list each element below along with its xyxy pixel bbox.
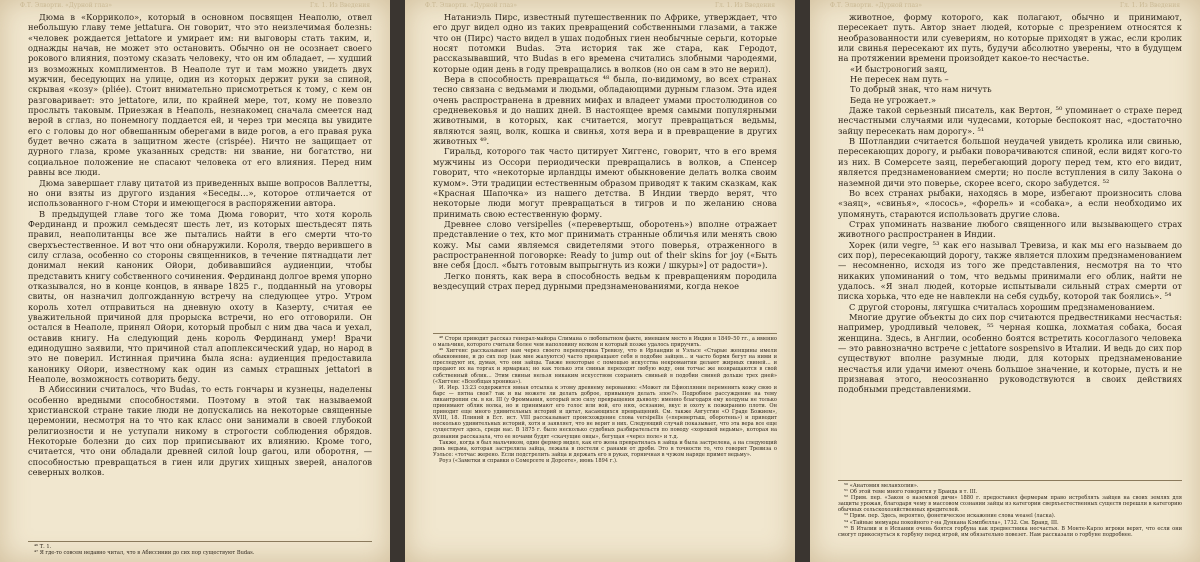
paragraph: В Абиссинии считалось, что Budas, то есть гончары и кузнецы, наделены особенно вредными способностями. Поэтому в этой так называемой христианской стране такие люди не допускались на некоторые священные церемонии, несмотря на то что как класс они занимали в своей глубокой религиозности и не уступали никому в строгости соблюдения обрядов. Некоторые болезни до сих пор приписывают их влиянию. Кроме того, считается, что они обладали древней силой loup garou, или оборотня, — способностью превращаться в гиен или других хищных зверей, аналогов северных волков. bbox=[28, 384, 372, 478]
page-middle bbox=[405, 0, 795, 562]
paragraph: С другой стороны, лягушка считалась хорошим предзнаменованием. bbox=[849, 301, 1155, 312]
paragraph: Многие другие объекты до сих пор считаются предвестниками несчастья: например, уродливый человек, ⁵⁵ черная кошка, лохматая собака, босая женщина. Здесь, в Англии, особенно боятся встретить косоглазого человека — это равнозначно встрече с jettatore sospensivo в Италии. И ведь до сих пор существуют вполне разумные люди, для которых предзнаменование несчастья или удачи имеют очень большое значение, и которые, пусть и не признавая этого, неосознанно руководствуются в своих действиях подобными представлениями. bbox=[838, 311, 1182, 395]
page-body bbox=[433, 12, 777, 330]
footnotes bbox=[433, 333, 777, 560]
footnotes bbox=[838, 480, 1182, 560]
paragraph: животное, форму которого, как полагают, обычно и принимают, пересекает путь. Автор знает людей, которые с презрением относятся к необразованности или суевериям, но которые приходят в ужас, если кролик или свинья пересекают их путь, будучи абсолютно уверены, что в будущем на протяжении времени произойдет какое-то несчастье. bbox=[838, 12, 1182, 64]
poem-line: Беда не угрожает.» bbox=[850, 94, 937, 105]
paragraph: Гиральд, которого так часто цитирует Хиггенс, говорит, что в его время мужчины из Оссори периодически превращались в волков, а Спенсер говорит, что «некоторые ирландцы имеют обыкновение делать волка своим кумом». Эти традиции естественным образом приводят к таким сказкам, как «Красная Шапочка» из нашего детства. В Индии твердо верят, что некоторые люди могут превращаться в тигров и по желанию снова принимать свою естественную форму. bbox=[433, 146, 777, 219]
paragraph: Натаниэль Пирс, известный путешественник по Африке, утверждает, что его друг видел одно из таких превращений собственными глазами, а также что он (Пирс) часто видел в ушах подобных гиен необычные серьги, которые носят потомки Budas. Эта история так же стара, как Геродот, рассказывавший, что Budas в его времена считались злобными чародеями, которые один день в году превращались в волков (но он сам в это не верил). bbox=[433, 12, 777, 74]
paragraph: В предыдущей главе того же тома Дюма говорит, что хотя король Фердинанд и прожил семьдесят шесть лет, из которых шестьдесят пять правил, неаполитанцы все же пытались найти в его смерти что-то сверхъестественное. И вот что они обнаружили. Короля, твердо верившего в силу сглаза, особенно со стороны священников, в течение пятнадцати лет донимал некий каноник Ойори, добивавшийся аудиенции, чтобы представить книгу собственного сочинения. Фердинанд долгое время упорно отказывался, но в конце концов, в январе 1825 г., подданный на уговоры свиты, он назначил долгожданную встречу на следующее утро. Утром король хотел отправиться на дневную охоту в Казерту, считая ее уважительной причиной для прорыска встречи, но его отговорили. Он остался в Неаполе, принял Ойори, который пробыл с ним два часа и уехал, оставив книгу. На следующий день король Фердинанд умер! Врачи единодушно заявили, что причиной стал апоплексический удар, но народ в это не поверил. Истинная причина была ясна: аудиенция предоставила канонику Ойори, известному как один из самых страшных jettatori в Неаполе, возможность сотворить беду. bbox=[28, 208, 372, 385]
running-head-right: Гл. 1. Из Введения bbox=[714, 2, 775, 9]
footnote: ⁴⁹ Хиггенс рассказывает нам через своего переводчика Тревизу, что в Ирландии и Уэльсе «Старые женщины имели обыкновение, и до сих пор (как мне жалуются) часто превращают себя в подобие зайцев… и часто бормя бегут на ними и преследуют их, думая, что они зайцы. Также некоторые с помощью искусства некромантии делают жирных свиней… и продают их на торгах и ярмарках; но как только эти свиньи переходят любую воду, они тотчас же возвращаются в свой собственный облик… Этим свиньи нельзя никаким искусством сохранить свиньей в подобии свиней дольше трех дней» («Хиггенс «Всеобщая хроника»). bbox=[433, 348, 777, 385]
footnote: ⁴⁷ Я где-то совсем недавно читал, что в Абиссинии до сих пор существуют Budas. bbox=[34, 550, 255, 557]
paragraph: Хорек (или vegre, ⁵³ как его называл Тревиза, и как мы его называем до сих пор), пересекающий дорогу, также является плохим предзнаменованием — несомненно, исходя из того же представления, несмотря на то что никаких упоминаний о том, что ведьмы принимали его облик, найти не удалось. «Я знал людей, которые испытывали сильный страх смерти от писка хорька, что еде не навлекли на себя судьбу, которой так боялись». ⁵⁴ bbox=[838, 239, 1182, 302]
footnote: ⁴⁸ Стори приводит рассказ генерал-майора Слимана о любопытном факте, имевшем место в Индии в 1849–50 гг., а именно о мальчике, которого считали более чем наполовину волком и который позже удалось приручить. bbox=[433, 336, 777, 349]
paragraph: Даже такой серьезный писатель, как Вертон, ⁵⁰ упоминает о страхе перед несчастными случаями или чудесами, которые беспокоят нас, «достаточно зайцу пересекать нам дорогу». ⁵¹ bbox=[838, 105, 1182, 136]
footnote: ⁵⁵ В Италии и в Испании очень боятся горбуна как предвестника несчастья. В Монте-Карло игроки верят, что если они смогут прикоснуться к горбуну перед игрой, им обязательно повезет. Нам рассказали о горбуне подробнее. bbox=[838, 525, 1182, 538]
paragraph: Вера в способность превращаться ⁴⁸ была, по-видимому, во всех странах тесно связана с ведьмами и людьми, обладающими дурным глазом. Эта идея очень распространена в древних мифах и владеет умами простолюдинов со средневековья и до наших дней. В настоящее время самыми популярными животными, в которых, как считается, могут превращаться ведьмы, являются заяц, волк, кошка и свинья, хотя вера и в превращение в других животных ⁴⁹. bbox=[433, 74, 777, 147]
footnote: ⁴⁶ Т. 1. bbox=[34, 544, 52, 550]
footnote: Роуз («Заметки и справки о Сомерсете и Дорсете», июнь 1894 г.). bbox=[439, 457, 618, 464]
footnote: ⁵⁰ «Анатомия меланхолии». bbox=[844, 483, 919, 489]
footnote: Также, когда я был мальчиком, один фермер видел, как его жена превратилась в зайца и была застрелена, а на следующий день ведьма, которая застрелила зайца, лежала в постели с ранами от дроби. Это в точности то, что говорит Тревиза о Уэльсе: «тотчас жерено. Если подстрелить зайца и держать его в руках, горничная в чужом наряде примет ведьму». bbox=[433, 439, 777, 458]
page-left bbox=[0, 0, 390, 562]
page-right bbox=[810, 0, 1200, 562]
paragraph: Древнее слово versipelles («перевертыш, оборотень») вполне отражает представление о тех, кто мог принимать странные обличья или менять свою кожу. Мы сами являемся свидетелями этого поверья, отраженного в распространенной поговорке: Ready to jump out of their skins for joy («Быть вне себя [досл. «быть готовым выпрыгнуть из кожи / шкуры»] от радости»). bbox=[433, 218, 777, 271]
footnote: И. Иер. 13:23 содержится явная отсылка к этому древнему верованию: «Может ли Ефиоплянин переменить кожу свою и барс — пятна свои? так и вы можете ли делать доброе, привыкнув делать злое?». Подробное рассуждение на тему ликантропии см. в кн. III (у Фроммания, который всю силу превращения дьяволу: именно благодаря ему колдуны не только принимают облик волка, но и принимают его голос или вой, его нюх, осязание, вкус и охоту к пожиранию плоти. Он приводит еще много удивительных историй и цитат, касающихся превращений. См. также Августин «О Граде Божием», XVIII, 18. Плиний в Ест. ист. VIII рассказывает происхождение слова versipellis («перевертыш, оборотень») и приводит несколько удивительных историй, хотя и заявляет, что не верит в них. Следующий случай показывает, что эта вера все еще существует здесь, среди нас. В 1875 г. было несколько судебных разбирательств по поводу «хорошей ведьмы», которая на дознании рассказала, что ее ночами будят «скачущие овцы», бегущая «через поле» и т.д. bbox=[433, 384, 777, 440]
running-head bbox=[405, 2, 795, 9]
running-head bbox=[810, 2, 1200, 9]
paragraph: В Шотландии считается большой неудачей увидеть кролика или свинью, пересекающих дорогу, и рыбаки поворачиваются спиной, если видят кого-то из них. В Сомерсете заяц, перебегающий дорогу перед тем, кто его видит, является предзнаменованием смерти; но после вступления в силу Закона о наземной дичи это поверье, скорее всего, скоро забудется. ⁵² bbox=[838, 136, 1182, 188]
poem-line: «И быстроногий заяц, bbox=[850, 63, 948, 74]
running-head-right: Гл. 1. Из Введения bbox=[1119, 2, 1180, 9]
paragraph: Страх упоминать название любого священного или вызывающего страх животного распространен в Индии. bbox=[838, 218, 1182, 240]
footnote: ⁵¹ Об этой теме много говорится у Бранда в т. III. bbox=[844, 489, 978, 496]
footnote: ⁵² Прим. пер. «Закон о наземной дичи» 1880 г. предоставил фермерам право истреблять зайцев на своих землях для защиты урожая, благодаря чему в массовом сознании зайцы из категории сверхъестественных существ перешли в категорию обычных сельскохозяйственных вредителей. bbox=[838, 495, 1182, 514]
poem-line: Не пересек нам путь – bbox=[850, 74, 949, 85]
paragraph: Во всех странах рыбаки, находясь в море, избегают произносить слова «заяц», «свинья», «лосось», «форель» и «собака», а если необходимо их упомянуть, стараются использовать другие слова. bbox=[838, 187, 1182, 219]
paragraph: Дюма завершает главу цитатой из приведенных выше вопросов Валлетты, но они взяты из другого издания «Беседы…», которое отличается от использованного г-ном Стори и имеющегося в распоряжении автора. bbox=[28, 177, 372, 209]
paragraph: Дюма в «Корриколо», который в основном посвящен Неаполю, отвел небольшую главу теме jettatura. Он говорит, что это неизлечимая болезнь: «человек рождается jettatore и умирает им: ни выговоры стать таким, и, однажды начав, не может это остановить. Обычно он не осознает своего рокового влияния, поэтому сказать человеку, что он им обладает, — худший из возможных комплиментов. В Неаполе тут и там можно увидеть двух мужчин, беседующих на улице, один из которых держит руки за спиной, скрывая «козу» (pliée). Стоит внимательно присмотреться к тому, с кем он разговаривает: это jettatore, или, по крайней мере, тот, кому не повезло прослыть таковым. Приезжая в Неаполь, незнакомец сначала смеется над верой в сглаз, но понемногу поддается ей, и через три месяца вы увидите его с головы до ног обвешанным оберегами в виде рогов, а его правая рука будет вечно сжата в защитном жесте (crispée). Ничто не защищает от дурного глаза, кроме указанных средств: ни звание, ни богатство, ни социальное положение не спасают человека от его влияния. Перед ним равны все люди. bbox=[28, 12, 372, 178]
running-head-right: Гл. 1. Из Введения bbox=[309, 2, 370, 9]
poem-line: То добрый знак, что нам ничуть bbox=[850, 84, 992, 95]
footnote: ⁵³ Прим. пер. Здесь, вероятно, фонетическое искажение слова weasel (ласка). bbox=[844, 513, 1056, 520]
page-body bbox=[28, 12, 372, 534]
running-head-left: Ф.Т. Элворти. «Дурной глаз» bbox=[20, 2, 112, 9]
running-head bbox=[0, 2, 390, 9]
page-body bbox=[838, 12, 1182, 476]
footnote: ⁵⁴ «Тайные мемуары покойного г-на Дункана Кэмпбелла», 1732. См. Бранд, III. bbox=[844, 519, 1059, 526]
paragraph: Легко понять, как вера в способность ведьм к превращениям породила вездесущий страх перед дурными предзнаменованиями, когда некое bbox=[433, 270, 777, 291]
running-head-left: Ф.Т. Элворти. «Дурной глаз» bbox=[830, 2, 922, 9]
footnotes bbox=[28, 541, 372, 560]
running-head-left: Ф.Т. Элворти. «Дурной глаз» bbox=[425, 2, 517, 9]
